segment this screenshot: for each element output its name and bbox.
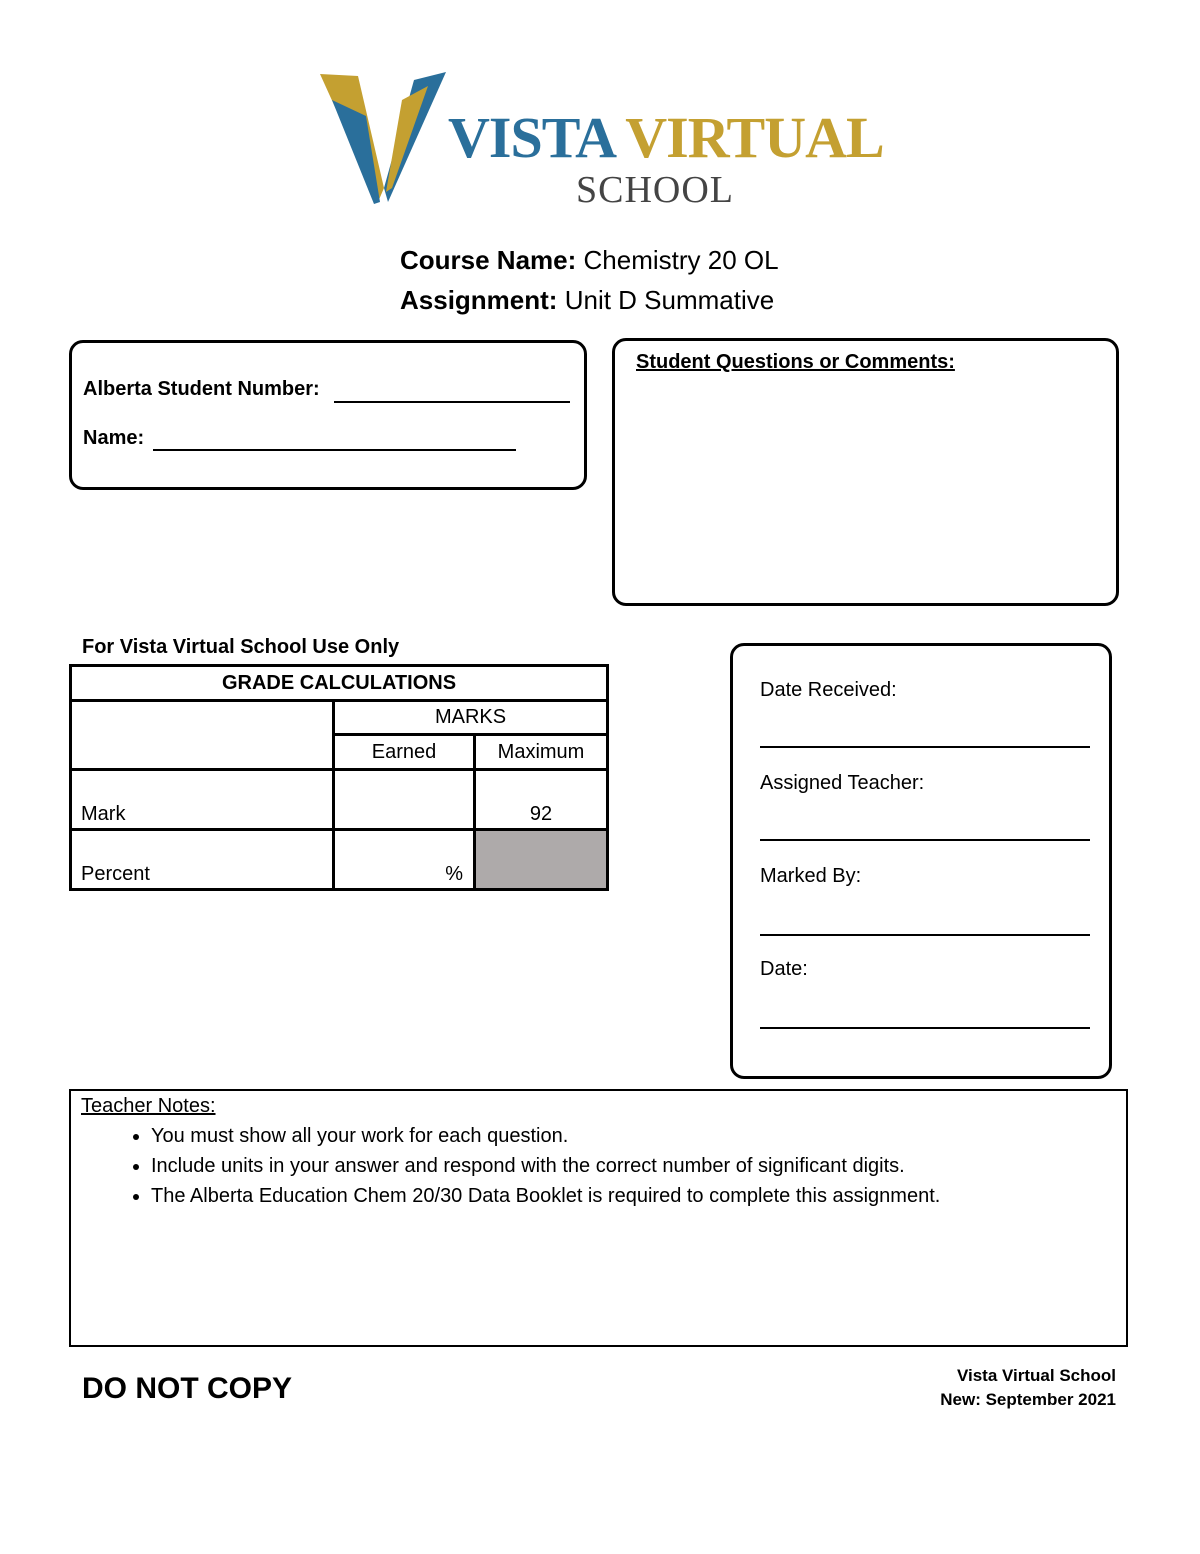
comments-box[interactable] — [612, 338, 1119, 606]
teacher-notes-box — [69, 1089, 1128, 1347]
mark-earned-cell[interactable] — [334, 770, 475, 830]
asn-input-line[interactable] — [334, 381, 570, 403]
teacher-notes-list — [111, 1121, 940, 1211]
teacher-notes-title: Teacher Notes: — [81, 1095, 216, 1117]
footer-revision: New: September 2021 — [940, 1390, 1116, 1409]
assigned-teacher-label: Assigned Teacher: — [760, 772, 925, 794]
assignment-label: Assignment: — [400, 285, 558, 315]
footer-school-info — [940, 1364, 1116, 1412]
school-logo — [318, 70, 888, 210]
row-label-percent: Percent — [71, 830, 334, 890]
course-name-value: Chemistry 20 OL — [583, 245, 779, 275]
maximum-header: Maximum — [475, 735, 608, 770]
marks-header: MARKS — [334, 701, 608, 735]
table-row — [71, 770, 608, 830]
grade-calculations-table — [69, 664, 609, 891]
percent-earned-cell[interactable]: % — [334, 830, 475, 890]
date-received-label: Date Received: — [760, 679, 897, 701]
office-use-label: For Vista Virtual School Use Only — [82, 636, 400, 658]
assignment-line — [400, 284, 774, 316]
footer-school-name: Vista Virtual School — [956, 1366, 1116, 1385]
student-info-box — [69, 340, 587, 490]
do-not-copy-notice: DO NOT COPY — [82, 1372, 293, 1405]
list-item: • Include units in your answer and respond with the correct number of significant digits. — [151, 1151, 940, 1181]
table-row — [71, 830, 608, 890]
assigned-teacher-line[interactable] — [760, 819, 1090, 841]
logo-wordmark: VISTA VIRTUAL — [448, 105, 884, 170]
comments-title: Student Questions or Comments: — [636, 351, 955, 373]
logo-school-word: SCHOOL — [576, 169, 735, 211]
name-label: Name: — [83, 427, 145, 449]
logo-v-mark-icon — [318, 70, 448, 206]
list-item: • The Alberta Education Chem 20/30 Data Booklet is required to complete this assignment. — [151, 1181, 940, 1211]
earned-header: Earned — [334, 735, 475, 770]
marked-by-label: Marked By: — [760, 865, 862, 887]
grade-table-blank-cell — [71, 701, 334, 770]
percent-maximum-shaded-cell — [475, 830, 608, 890]
date-received-line[interactable] — [760, 726, 1090, 748]
course-name-label: Course Name: — [400, 245, 577, 275]
admin-box — [730, 643, 1112, 1079]
name-input-line[interactable] — [153, 429, 516, 451]
grade-table-title: GRADE CALCULATIONS — [71, 666, 608, 701]
list-item: • You must show all your work for each question. — [151, 1121, 940, 1151]
mark-maximum-cell: 92 — [475, 770, 608, 830]
asn-label: Alberta Student Number: — [83, 378, 320, 400]
date-label: Date: — [760, 958, 808, 980]
assignment-value: Unit D Summative — [564, 285, 775, 315]
marked-by-line[interactable] — [760, 914, 1090, 936]
date-line[interactable] — [760, 1007, 1090, 1029]
course-name-line — [400, 244, 779, 276]
row-label-mark: Mark — [71, 770, 334, 830]
